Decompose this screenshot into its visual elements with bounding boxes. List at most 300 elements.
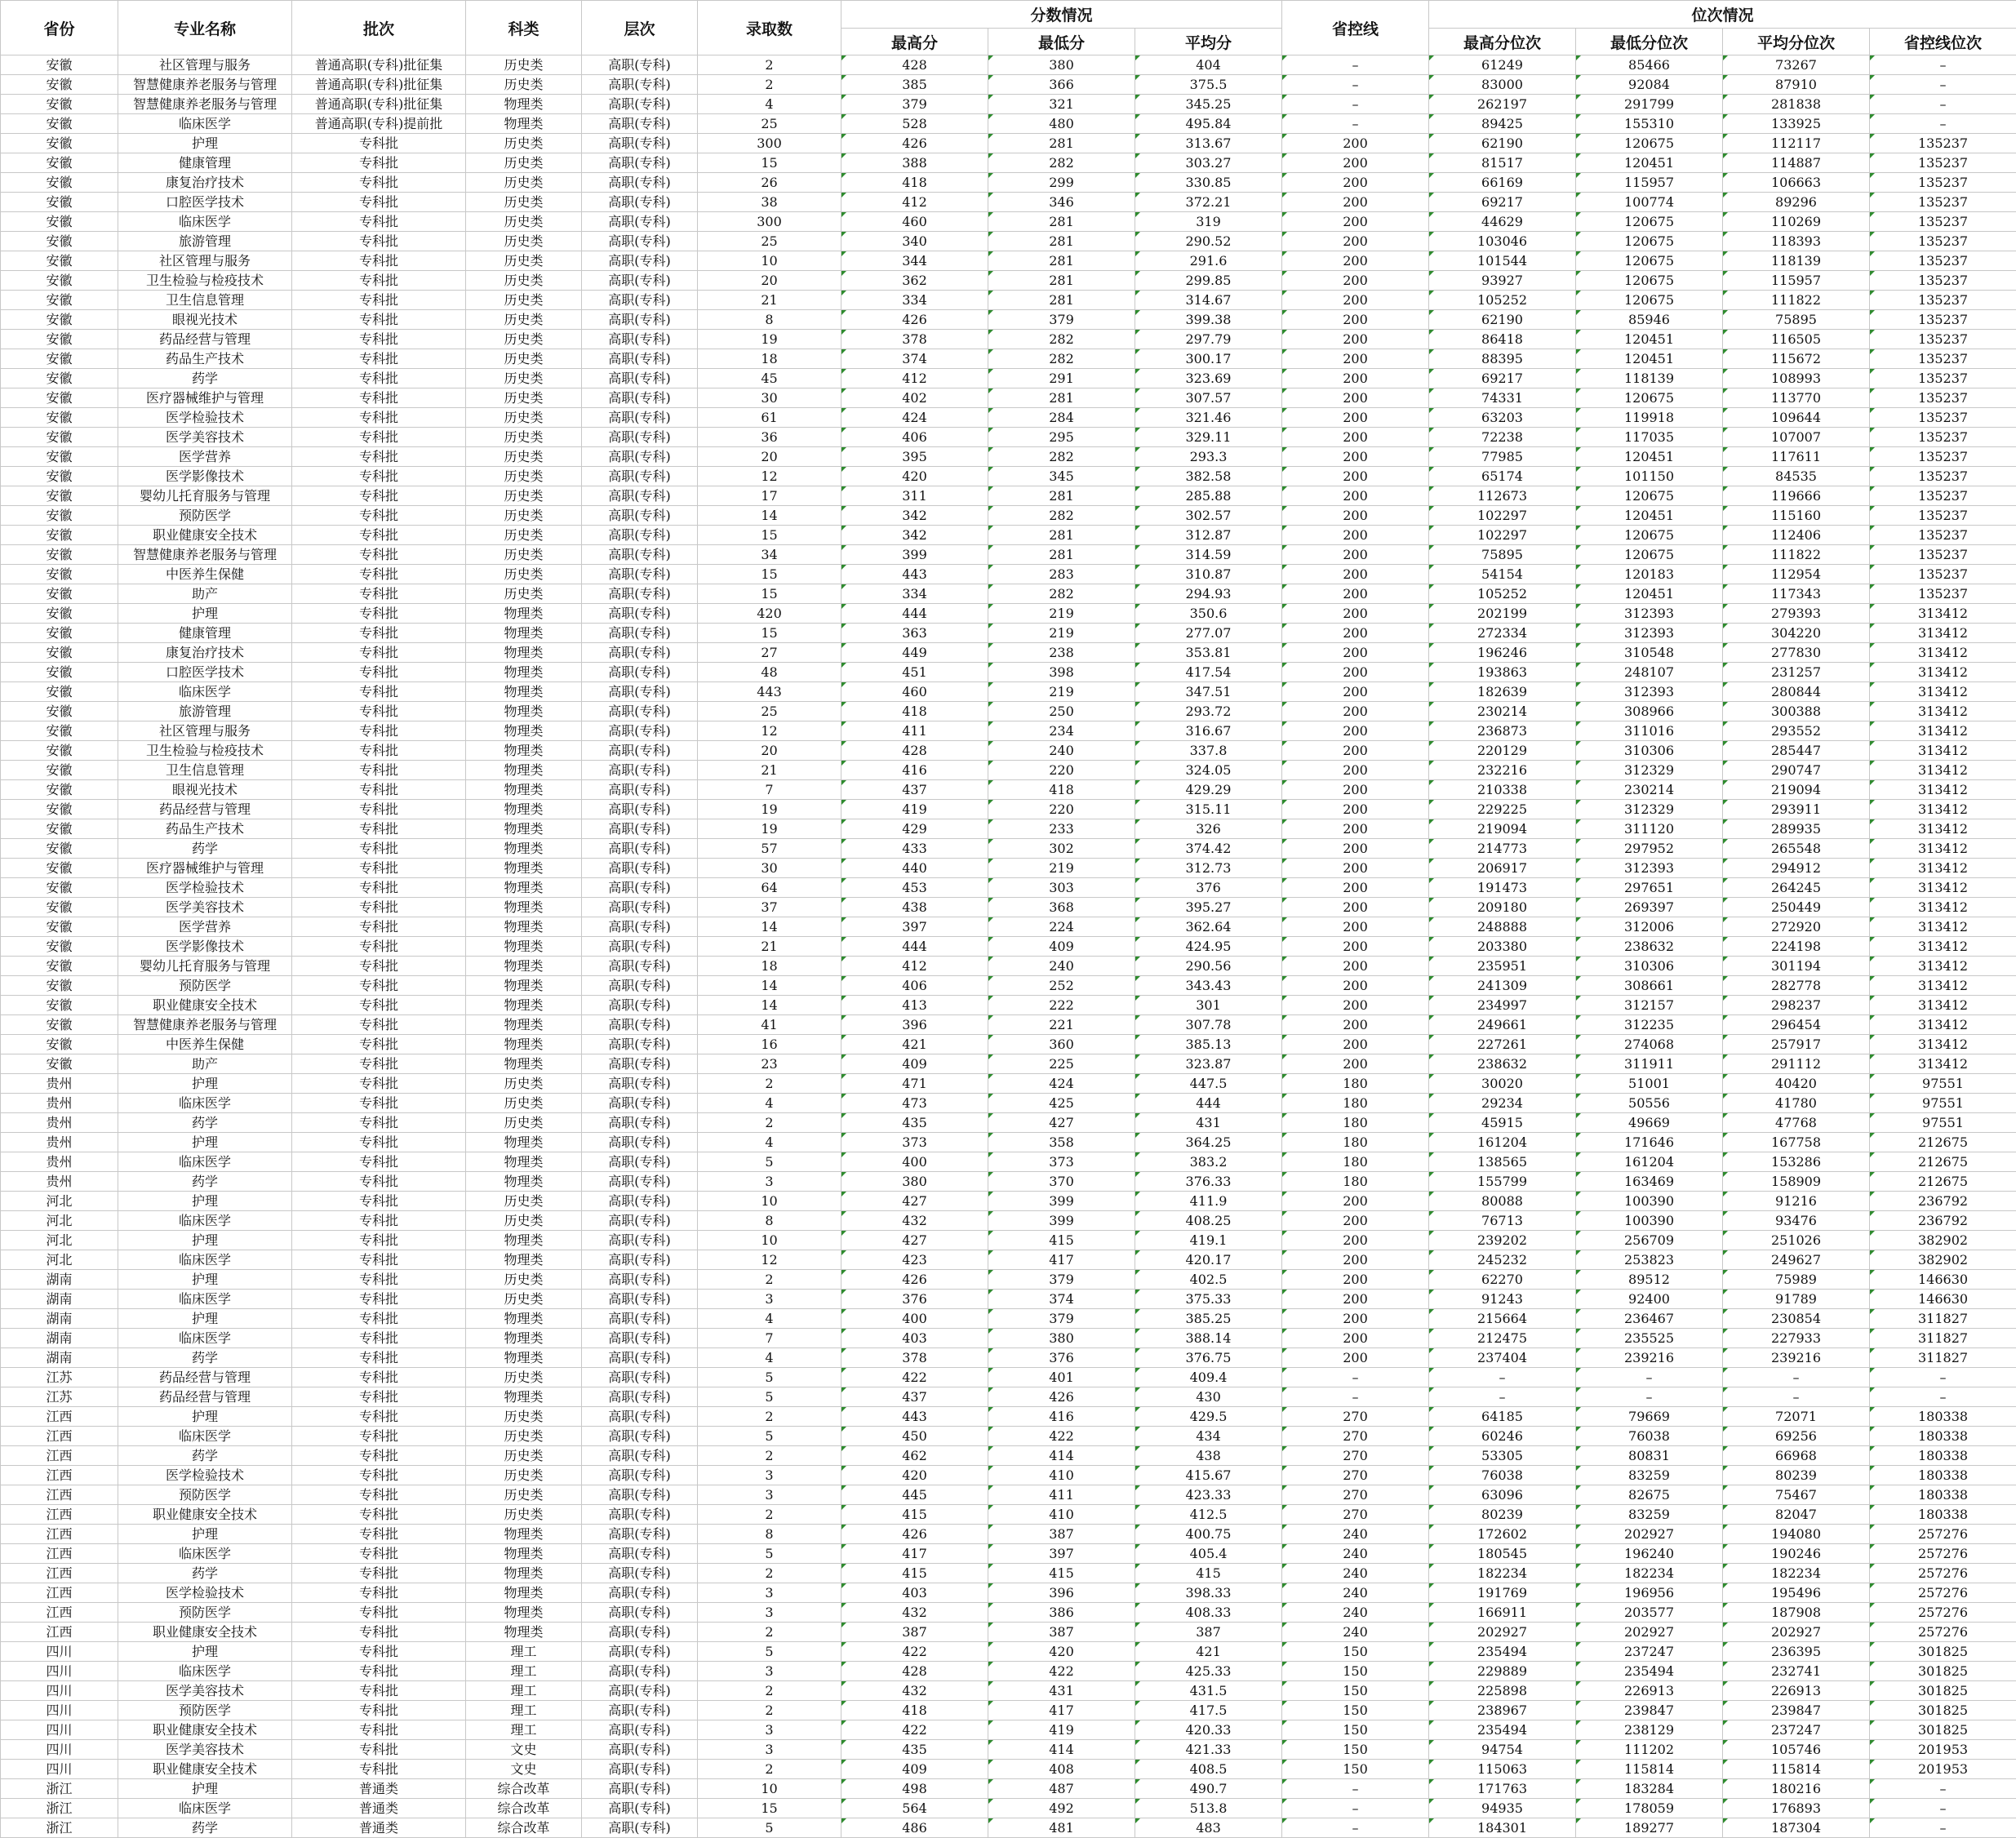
cell-batch: 专科批	[292, 291, 466, 310]
cell-major: 医学美容技术	[118, 428, 292, 447]
cell-subject: 物理类	[466, 721, 582, 741]
cell-province: 安徽	[1, 95, 118, 114]
table-row	[1, 1133, 2016, 1152]
cell-batch: 专科批	[292, 996, 466, 1015]
cell-max-score: 435	[841, 1113, 988, 1133]
cell-province: 河北	[1, 1211, 118, 1231]
table-row	[1, 1525, 2016, 1544]
cell-min-rank: 291799	[1576, 95, 1723, 114]
cell-avg-score: 312.73	[1135, 859, 1282, 878]
table-row	[1, 467, 2016, 486]
cell-min-rank: 312235	[1576, 1015, 1723, 1035]
cell-max-rank: 237404	[1429, 1348, 1576, 1368]
cell-province: 湖南	[1, 1270, 118, 1290]
cell-major: 临床医学	[118, 1290, 292, 1309]
cell-control-line: 200	[1282, 976, 1429, 996]
cell-min-rank: 202927	[1576, 1525, 1723, 1544]
cell-max-rank: 63096	[1429, 1485, 1576, 1505]
cell-avg-rank: 187304	[1723, 1818, 1870, 1838]
cell-control-line: 200	[1282, 1211, 1429, 1231]
table-row	[1, 761, 2016, 780]
cell-control-rank: –	[1870, 75, 2016, 95]
cell-batch: 专科批	[292, 1681, 466, 1701]
cell-control-rank: 135237	[1870, 134, 2016, 153]
cell-max-score: 400	[841, 1309, 988, 1329]
cell-subject: 历史类	[466, 1113, 582, 1133]
cell-level: 高职(专科)	[582, 447, 698, 467]
cell-avg-score: 374.42	[1135, 839, 1282, 859]
cell-province: 贵州	[1, 1172, 118, 1192]
cell-province: 江苏	[1, 1368, 118, 1387]
cell-avg-rank: 285447	[1723, 741, 1870, 761]
cell-major: 中医养生保健	[118, 1035, 292, 1054]
table-row	[1, 114, 2016, 134]
table-row	[1, 1583, 2016, 1603]
table-row	[1, 1348, 2016, 1368]
cell-max-rank: 215664	[1429, 1309, 1576, 1329]
cell-admitted: 21	[698, 291, 841, 310]
cell-province: 浙江	[1, 1779, 118, 1799]
cell-min-score: 233	[988, 819, 1135, 839]
cell-avg-score: 434	[1135, 1427, 1282, 1446]
cell-avg-rank: 289935	[1723, 819, 1870, 839]
cell-avg-rank: 72071	[1723, 1407, 1870, 1427]
cell-min-rank: 120675	[1576, 134, 1723, 153]
cell-subject: 历史类	[466, 349, 582, 369]
cell-control-rank: 313412	[1870, 604, 2016, 624]
cell-province: 四川	[1, 1681, 118, 1701]
cell-avg-score: 438	[1135, 1446, 1282, 1466]
cell-max-rank: 238967	[1429, 1701, 1576, 1720]
cell-major: 预防医学	[118, 976, 292, 996]
cell-min-score: 370	[988, 1172, 1135, 1192]
cell-major: 药学	[118, 839, 292, 859]
cell-min-score: 303	[988, 878, 1135, 898]
cell-max-rank: 193863	[1429, 663, 1576, 682]
cell-avg-rank: 282778	[1723, 976, 1870, 996]
cell-max-rank: 105252	[1429, 584, 1576, 604]
cell-admitted: 64	[698, 878, 841, 898]
table-row	[1, 1427, 2016, 1446]
cell-avg-rank: 180216	[1723, 1779, 1870, 1799]
cell-major: 药学	[118, 1818, 292, 1838]
cell-control-rank: 313412	[1870, 761, 2016, 780]
cell-min-score: 386	[988, 1603, 1135, 1623]
cell-batch: 专科批	[292, 839, 466, 859]
table-row	[1, 349, 2016, 369]
cell-admitted: 5	[698, 1368, 841, 1387]
cell-min-rank: 310548	[1576, 643, 1723, 663]
cell-admitted: 2	[698, 1564, 841, 1583]
cell-max-score: 428	[841, 741, 988, 761]
cell-avg-rank: 113770	[1723, 388, 1870, 408]
cell-subject: 历史类	[466, 291, 582, 310]
cell-max-rank: 212475	[1429, 1329, 1576, 1348]
cell-major: 预防医学	[118, 1485, 292, 1505]
table-row	[1, 1720, 2016, 1740]
cell-subject: 历史类	[466, 271, 582, 291]
cell-max-score: 418	[841, 1701, 988, 1720]
cell-control-line: –	[1282, 1387, 1429, 1407]
cell-max-score: 427	[841, 1192, 988, 1211]
cell-avg-rank: 304220	[1723, 624, 1870, 643]
cell-avg-rank: 291112	[1723, 1054, 1870, 1074]
cell-avg-score: 343.43	[1135, 976, 1282, 996]
cell-province: 安徽	[1, 761, 118, 780]
cell-avg-score: 372.21	[1135, 193, 1282, 212]
cell-max-score: 406	[841, 428, 988, 447]
cell-control-line: 200	[1282, 173, 1429, 193]
cell-max-score: 426	[841, 134, 988, 153]
cell-avg-score: 300.17	[1135, 349, 1282, 369]
cell-control-line: 200	[1282, 369, 1429, 388]
cell-major: 护理	[118, 1133, 292, 1152]
cell-avg-rank: 195496	[1723, 1583, 1870, 1603]
cell-admitted: 2	[698, 55, 841, 75]
cell-avg-rank: 167758	[1723, 1133, 1870, 1152]
cell-province: 安徽	[1, 369, 118, 388]
cell-province: 安徽	[1, 330, 118, 349]
cell-max-score: 413	[841, 996, 988, 1015]
table-row	[1, 1035, 2016, 1054]
cell-batch: 专科批	[292, 173, 466, 193]
cell-subject: 历史类	[466, 1192, 582, 1211]
cell-avg-rank: 158909	[1723, 1172, 1870, 1192]
cell-admitted: 2	[698, 1446, 841, 1466]
cell-control-line: 200	[1282, 1231, 1429, 1250]
cell-min-score: 415	[988, 1231, 1135, 1250]
cell-control-rank: 135237	[1870, 388, 2016, 408]
cell-level: 高职(专科)	[582, 212, 698, 232]
cell-subject: 历史类	[466, 545, 582, 565]
cell-control-rank: –	[1870, 1818, 2016, 1838]
cell-major: 护理	[118, 604, 292, 624]
cell-level: 高职(专科)	[582, 1368, 698, 1387]
cell-avg-rank: 226913	[1723, 1681, 1870, 1701]
cell-min-rank: 100774	[1576, 193, 1723, 212]
cell-batch: 专科批	[292, 565, 466, 584]
cell-control-rank: 212675	[1870, 1172, 2016, 1192]
cell-admitted: 18	[698, 349, 841, 369]
cell-control-line: 200	[1282, 937, 1429, 957]
cell-min-score: 401	[988, 1368, 1135, 1387]
cell-province: 安徽	[1, 604, 118, 624]
cell-control-line: 200	[1282, 447, 1429, 467]
cell-major: 卫生信息管理	[118, 761, 292, 780]
cell-max-rank: 76713	[1429, 1211, 1576, 1231]
cell-avg-rank: –	[1723, 1387, 1870, 1407]
cell-control-rank: 135237	[1870, 153, 2016, 173]
cell-min-rank: 120451	[1576, 584, 1723, 604]
cell-min-score: 321	[988, 95, 1135, 114]
cell-max-rank: 62190	[1429, 310, 1576, 330]
cell-subject: 历史类	[466, 565, 582, 584]
cell-min-score: 480	[988, 114, 1135, 134]
cell-admitted: 2	[698, 1407, 841, 1427]
cell-control-rank: 135237	[1870, 349, 2016, 369]
cell-control-line: 200	[1282, 957, 1429, 976]
cell-control-line: 200	[1282, 193, 1429, 212]
cell-subject: 历史类	[466, 447, 582, 467]
cell-min-rank: 120675	[1576, 291, 1723, 310]
cell-avg-rank: 112406	[1723, 526, 1870, 545]
cell-level: 高职(专科)	[582, 349, 698, 369]
cell-avg-rank: 239216	[1723, 1348, 1870, 1368]
cell-major: 临床医学	[118, 114, 292, 134]
cell-admitted: 8	[698, 1525, 841, 1544]
cell-subject: 综合改革	[466, 1799, 582, 1818]
cell-province: 四川	[1, 1720, 118, 1740]
cell-max-score: 438	[841, 898, 988, 917]
table-row	[1, 1505, 2016, 1525]
cell-subject: 历史类	[466, 408, 582, 428]
cell-batch: 专科批	[292, 1309, 466, 1329]
cell-max-score: 416	[841, 761, 988, 780]
cell-control-rank: 97551	[1870, 1074, 2016, 1094]
cell-control-rank: 313412	[1870, 702, 2016, 721]
cell-province: 安徽	[1, 721, 118, 741]
cell-subject: 综合改革	[466, 1818, 582, 1838]
cell-control-rank: 311827	[1870, 1329, 2016, 1348]
cell-control-rank: –	[1870, 1368, 2016, 1387]
cell-subject: 物理类	[466, 1623, 582, 1642]
cell-control-line: 150	[1282, 1681, 1429, 1701]
cell-avg-score: 319	[1135, 212, 1282, 232]
cell-max-rank: 80239	[1429, 1505, 1576, 1525]
cell-max-rank: 61249	[1429, 55, 1576, 75]
table-row	[1, 1564, 2016, 1583]
cell-level: 高职(专科)	[582, 310, 698, 330]
col-header-max-score: 最高分	[841, 29, 988, 55]
cell-min-score: 420	[988, 1642, 1135, 1662]
cell-batch: 专科批	[292, 741, 466, 761]
cell-batch: 专科批	[292, 1054, 466, 1074]
cell-level: 高职(专科)	[582, 173, 698, 193]
cell-province: 安徽	[1, 134, 118, 153]
cell-admitted: 23	[698, 1054, 841, 1074]
cell-avg-rank: 153286	[1723, 1152, 1870, 1172]
cell-subject: 物理类	[466, 1544, 582, 1564]
cell-control-line: 150	[1282, 1760, 1429, 1779]
cell-admitted: 48	[698, 663, 841, 682]
cell-province: 四川	[1, 1642, 118, 1662]
cell-control-line: 200	[1282, 1290, 1429, 1309]
cell-province: 江西	[1, 1427, 118, 1446]
cell-major: 社区管理与服务	[118, 251, 292, 271]
cell-batch: 专科批	[292, 153, 466, 173]
cell-admitted: 20	[698, 741, 841, 761]
cell-subject: 历史类	[466, 1074, 582, 1094]
table-row	[1, 75, 2016, 95]
table-body	[1, 55, 2016, 1838]
cell-subject: 物理类	[466, 1152, 582, 1172]
cell-province: 贵州	[1, 1113, 118, 1133]
cell-control-line: 200	[1282, 721, 1429, 741]
cell-major: 护理	[118, 1309, 292, 1329]
cell-province: 江西	[1, 1485, 118, 1505]
cell-max-score: 428	[841, 1662, 988, 1681]
group-header-scores: 分数情况	[841, 1, 1282, 29]
cell-avg-rank: 239847	[1723, 1701, 1870, 1720]
cell-avg-score: 421	[1135, 1642, 1282, 1662]
cell-control-rank: 135237	[1870, 428, 2016, 447]
cell-control-rank: 257276	[1870, 1525, 2016, 1544]
cell-province: 安徽	[1, 428, 118, 447]
table-row	[1, 232, 2016, 251]
cell-batch: 普通类	[292, 1818, 466, 1838]
cell-min-rank: 238632	[1576, 937, 1723, 957]
cell-batch: 专科批	[292, 780, 466, 800]
cell-control-line: 200	[1282, 486, 1429, 506]
cell-min-rank: 235494	[1576, 1662, 1723, 1681]
cell-control-line: 180	[1282, 1074, 1429, 1094]
cell-avg-rank: 112954	[1723, 565, 1870, 584]
cell-province: 安徽	[1, 1015, 118, 1035]
cell-province: 安徽	[1, 584, 118, 604]
cell-min-rank: 76038	[1576, 1427, 1723, 1446]
cell-major: 护理	[118, 1779, 292, 1799]
col-header-max-rank: 最高分位次	[1429, 29, 1576, 55]
cell-control-rank: 180338	[1870, 1466, 2016, 1485]
col-header-admitted: 录取数	[698, 1, 841, 55]
cell-control-line: 270	[1282, 1485, 1429, 1505]
cell-max-score: 444	[841, 604, 988, 624]
cell-avg-rank: 111822	[1723, 291, 1870, 310]
cell-max-score: 528	[841, 114, 988, 134]
cell-major: 护理	[118, 1192, 292, 1211]
cell-level: 高职(专科)	[582, 1642, 698, 1662]
table-row	[1, 1290, 2016, 1309]
cell-subject: 物理类	[466, 1603, 582, 1623]
cell-control-line: 200	[1282, 1329, 1429, 1348]
cell-major: 婴幼儿托育服务与管理	[118, 486, 292, 506]
cell-batch: 专科批	[292, 1466, 466, 1485]
cell-admitted: 10	[698, 1231, 841, 1250]
col-header-batch: 批次	[292, 1, 466, 55]
cell-major: 医学美容技术	[118, 898, 292, 917]
cell-subject: 历史类	[466, 1368, 582, 1387]
cell-control-rank: 135237	[1870, 271, 2016, 291]
cell-avg-score: 385.13	[1135, 1035, 1282, 1054]
cell-admitted: 25	[698, 702, 841, 721]
cell-control-line: –	[1282, 1799, 1429, 1818]
cell-min-score: 282	[988, 506, 1135, 526]
cell-min-score: 282	[988, 330, 1135, 349]
cell-control-line: 200	[1282, 408, 1429, 428]
cell-level: 高职(专科)	[582, 1348, 698, 1368]
cell-min-score: 222	[988, 996, 1135, 1015]
cell-batch: 专科批	[292, 1740, 466, 1760]
table-row	[1, 428, 2016, 447]
cell-batch: 专科批	[292, 584, 466, 604]
cell-batch: 专科批	[292, 1525, 466, 1544]
cell-level: 高职(专科)	[582, 1583, 698, 1603]
cell-avg-rank: 115957	[1723, 271, 1870, 291]
cell-batch: 专科批	[292, 1583, 466, 1603]
cell-province: 江苏	[1, 1387, 118, 1407]
cell-province: 江西	[1, 1583, 118, 1603]
cell-level: 高职(专科)	[582, 388, 698, 408]
cell-avg-score: 290.52	[1135, 232, 1282, 251]
cell-min-rank: 50556	[1576, 1094, 1723, 1113]
cell-avg-rank: 119666	[1723, 486, 1870, 506]
cell-control-line: 150	[1282, 1662, 1429, 1681]
cell-min-rank: 155310	[1576, 114, 1723, 134]
cell-min-score: 346	[988, 193, 1135, 212]
cell-max-rank: 88395	[1429, 349, 1576, 369]
table-row	[1, 1701, 2016, 1720]
cell-control-rank: 313412	[1870, 878, 2016, 898]
cell-avg-rank: 250449	[1723, 898, 1870, 917]
table-row	[1, 545, 2016, 565]
cell-avg-score: 293.72	[1135, 702, 1282, 721]
cell-min-score: 252	[988, 976, 1135, 996]
cell-min-rank: 183284	[1576, 1779, 1723, 1799]
cell-min-score: 380	[988, 55, 1135, 75]
cell-subject: 物理类	[466, 761, 582, 780]
cell-avg-rank: 237247	[1723, 1720, 1870, 1740]
cell-max-rank: 76038	[1429, 1466, 1576, 1485]
table-row	[1, 604, 2016, 624]
cell-max-rank: 191769	[1429, 1583, 1576, 1603]
cell-avg-score: 376.75	[1135, 1348, 1282, 1368]
cell-avg-score: 382.58	[1135, 467, 1282, 486]
cell-control-rank: 257276	[1870, 1583, 2016, 1603]
cell-control-line: 200	[1282, 310, 1429, 330]
cell-control-line: 200	[1282, 643, 1429, 663]
cell-level: 高职(专科)	[582, 1662, 698, 1681]
cell-admitted: 30	[698, 388, 841, 408]
cell-min-rank: 239847	[1576, 1701, 1723, 1720]
cell-avg-score: 324.05	[1135, 761, 1282, 780]
cell-province: 河北	[1, 1250, 118, 1270]
cell-admitted: 19	[698, 800, 841, 819]
cell-level: 高职(专科)	[582, 1192, 698, 1211]
cell-major: 药学	[118, 1172, 292, 1192]
cell-major: 临床医学	[118, 212, 292, 232]
cell-major: 旅游管理	[118, 232, 292, 251]
cell-min-rank: 189277	[1576, 1818, 1723, 1838]
cell-subject: 物理类	[466, 839, 582, 859]
cell-major: 药学	[118, 1564, 292, 1583]
cell-avg-score: 420.17	[1135, 1250, 1282, 1270]
cell-max-rank: 101544	[1429, 251, 1576, 271]
cell-admitted: 3	[698, 1485, 841, 1505]
cell-max-score: 403	[841, 1329, 988, 1348]
cell-min-rank: 312329	[1576, 761, 1723, 780]
cell-min-score: 225	[988, 1054, 1135, 1074]
cell-min-rank: 171646	[1576, 1133, 1723, 1152]
table-row	[1, 643, 2016, 663]
cell-subject: 物理类	[466, 1133, 582, 1152]
cell-admitted: 25	[698, 232, 841, 251]
cell-max-score: 412	[841, 193, 988, 212]
cell-batch: 专科批	[292, 1387, 466, 1407]
cell-avg-score: 321.46	[1135, 408, 1282, 428]
cell-min-score: 376	[988, 1348, 1135, 1368]
cell-control-line: 200	[1282, 1192, 1429, 1211]
cell-batch: 专科批	[292, 1564, 466, 1583]
cell-min-score: 427	[988, 1113, 1135, 1133]
cell-min-score: 360	[988, 1035, 1135, 1054]
cell-max-rank: 29234	[1429, 1094, 1576, 1113]
cell-admitted: 2	[698, 1760, 841, 1779]
cell-admitted: 15	[698, 526, 841, 545]
cell-avg-score: 314.67	[1135, 291, 1282, 310]
cell-batch: 专科批	[292, 428, 466, 447]
cell-min-score: 399	[988, 1211, 1135, 1231]
cell-max-rank: 196246	[1429, 643, 1576, 663]
